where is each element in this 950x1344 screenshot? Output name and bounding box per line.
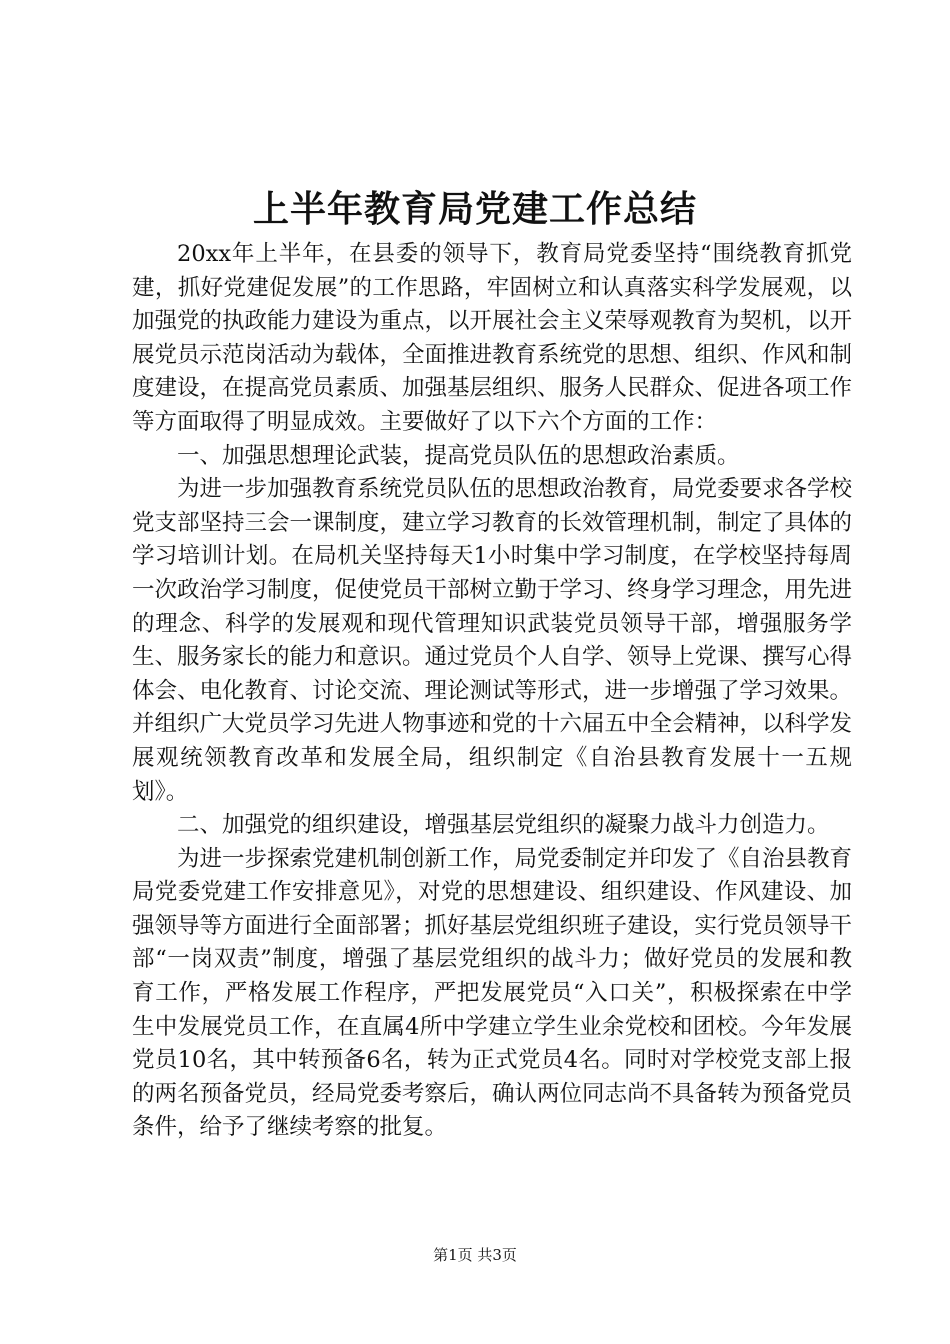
paragraph-section-1: 为进一步加强教育系统党员队伍的思想政治教育，局党委要求各学校党支部坚持三会一课制度，建立学习教育的长效管理机制，制定了具体的学习培训计划。在局机关坚持每天1小时集中学习制度，在学校坚持每周一次政治学习制度，促使党员干部树立勤于学习、终身学习理念，用先进的理念、科学的发展观和现代管理知识武装党员领导干部，增强服务学生、服务家长的能力和意识。通过党员个人自学、领导上党课、撰写心得体会、电化教育、讨论交流、理论测试等形式，进一步增强了学习效果。并组织广大党员学习先进人物事迹和党的十六届五中全会精神，以科学发展观统领教育改革和发展全局，组织制定《自治县教育发展十一五规划》。 [132, 476, 853, 805]
section-heading-1: 一、加强思想理论武装，提高党员队伍的思想政治素质。 [177, 442, 740, 469]
document-title: 上半年教育局党建工作总结 [252, 189, 697, 230]
document-body [132, 238, 852, 1145]
page-number-footer: 第1页 共3页 [433, 1246, 517, 1264]
paragraph-section-2: 为进一步探索党建机制创新工作，局党委制定并印发了《自治县教育局党委党建工作安排意见》，对党的思想建设、组织建设、作风建设、加强领导等方面进行全面部署；抓好基层党组织班子建设，实行党员领导干部“一岗双责”制度，增强了基层党组织的战斗力；做好党员的发展和教育工作，严格发展工作程序，严把发展党员“入口关”，积极探索在中学生中发展党员工作，在直属4所中学建立学生业余党校和团校。今年发展党员10名，其中转预备6名，转为正式党员4名。同时对学校党支部上报的两名预备党员，经局党委考察后，确认两位同志尚不具备转为预备党员条件，给予了继续考察的批复。 [132, 845, 853, 1141]
section-heading-2: 二、加强党的组织建设，增强基层党组织的凝聚力战斗力创造力。 [177, 812, 830, 839]
paragraph-intro: 20xx年上半年，在县委的领导下，教育局党委坚持“围绕教育抓党建，抓好党建促发展”的工作思路，牢固树立和认真落实科学发展观，以加强党的执政能力建设为重点，以开展社会主义荣辱观教育为契机，以开展党员示范岗活动为载体，全面推进教育系统党的思想、组织、作风和制度建设，在提高党员素质、加强基层组织、服务人民群众、促进各项工作等方面取得了明显成效。主要做好了以下六个方面的工作： [132, 241, 853, 435]
